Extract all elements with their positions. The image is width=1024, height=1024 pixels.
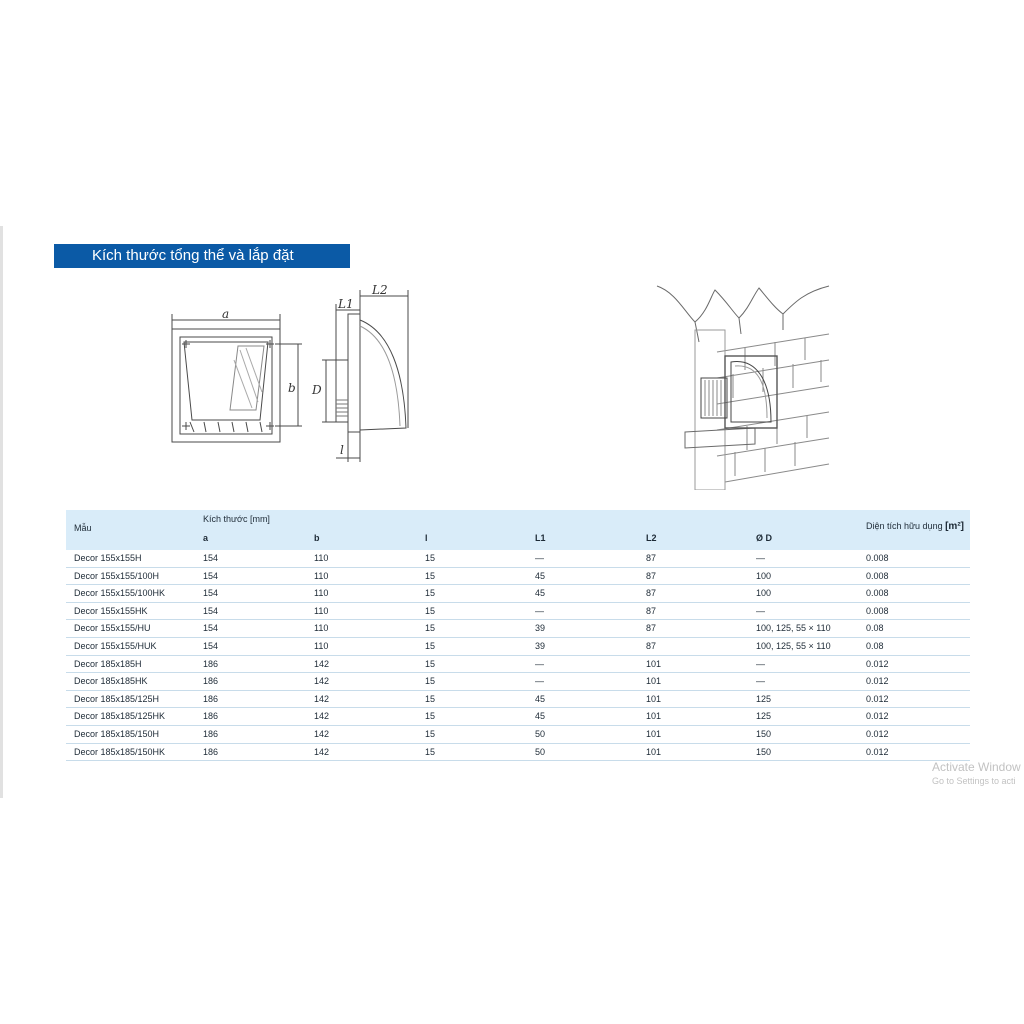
value-cell: 186 <box>203 693 219 704</box>
model-cell: Decor 155x155/HU <box>74 623 151 634</box>
value-cell: 87 <box>646 570 657 581</box>
value-cell: 154 <box>203 553 219 563</box>
value-cell: 15 <box>425 623 436 634</box>
value-cell: 154 <box>203 570 219 581</box>
installation-illustration <box>655 282 835 490</box>
value-cell: 45 <box>535 570 546 581</box>
dim-l2-label: L2 <box>372 283 388 297</box>
value-cell: 100 <box>756 588 772 599</box>
header-col-diameter: Ø D <box>756 533 773 543</box>
value-cell: 186 <box>203 658 219 669</box>
value-cell: — <box>535 605 544 616</box>
header-col-b: b <box>314 533 320 543</box>
watermark-title: Activate Window <box>932 760 1021 774</box>
value-cell: 87 <box>646 588 657 599</box>
value-cell: 110 <box>314 588 329 599</box>
model-cell: Decor 185x185/125H <box>74 693 160 704</box>
table-row <box>66 568 970 586</box>
table-row <box>66 691 970 709</box>
table-row <box>66 656 970 674</box>
value-cell: 150 <box>756 746 772 757</box>
value-cell: — <box>535 658 544 669</box>
value-cell: 142 <box>314 676 330 687</box>
value-cell: 45 <box>535 588 546 599</box>
model-cell: Decor 185x185/150HK <box>74 746 166 757</box>
header-area-label: Diện tích hữu dụng <box>866 521 943 531</box>
table-row <box>66 708 970 726</box>
value-cell: 101 <box>646 746 662 757</box>
value-cell: 15 <box>425 658 436 669</box>
model-cell: Decor 155x155/100H <box>74 570 160 581</box>
value-cell: 142 <box>314 711 330 722</box>
value-cell: 50 <box>535 746 546 757</box>
value-cell: — <box>756 553 765 563</box>
value-cell: 15 <box>425 676 436 687</box>
model-cell: Decor 155x155HK <box>74 605 148 616</box>
value-cell: 39 <box>535 623 546 634</box>
watermark-subtitle: Go to Settings to acti <box>932 776 1016 786</box>
value-cell: 186 <box>203 728 219 739</box>
table-row <box>66 603 970 621</box>
value-cell: 110 <box>314 605 329 616</box>
value-cell: 186 <box>203 746 219 757</box>
value-cell: 0.008 <box>866 553 889 563</box>
table-row <box>66 620 970 638</box>
activation-watermark <box>932 760 1021 786</box>
dim-b-label: b <box>288 381 296 395</box>
model-cell: Decor 185x185H <box>74 658 142 669</box>
value-cell: 154 <box>203 605 219 616</box>
header-area-unit: [m²] <box>945 521 964 532</box>
value-cell: 154 <box>203 640 219 651</box>
value-cell: 0.08 <box>866 640 884 651</box>
table-row <box>66 726 970 744</box>
value-cell: 15 <box>425 693 436 704</box>
header-col-a: a <box>203 533 209 543</box>
value-cell: 15 <box>425 570 436 581</box>
value-cell: 15 <box>425 640 436 651</box>
value-cell: 0.008 <box>866 570 889 581</box>
header-model: Mẫu <box>74 523 92 533</box>
value-cell: 125 <box>756 711 772 722</box>
model-cell: Decor 185x185/125HK <box>74 711 166 722</box>
value-cell: 0.012 <box>866 658 889 669</box>
value-cell: 101 <box>646 658 662 669</box>
header-col-l1: L1 <box>535 533 546 543</box>
dim-a-label: a <box>222 307 230 321</box>
value-cell: 39 <box>535 640 546 651</box>
value-cell: 0.08 <box>866 623 884 634</box>
left-edge-rule <box>0 226 3 798</box>
value-cell: 0.008 <box>866 588 889 599</box>
header-col-l: l <box>425 533 428 543</box>
value-cell: 142 <box>314 728 330 739</box>
value-cell: — <box>535 553 544 563</box>
table-row <box>66 550 970 568</box>
value-cell: 110 <box>314 570 329 581</box>
value-cell: 100, 125, 55 × 110 <box>756 623 831 634</box>
value-cell: 50 <box>535 728 546 739</box>
dim-l-label: l <box>340 443 344 457</box>
value-cell: 110 <box>314 553 329 563</box>
value-cell: 45 <box>535 711 546 722</box>
value-cell: 0.012 <box>866 693 889 704</box>
table-body <box>66 550 970 761</box>
value-cell: 0.012 <box>866 711 889 722</box>
value-cell: 110 <box>314 623 329 634</box>
header-col-l2: L2 <box>646 533 657 543</box>
model-cell: Decor 155x155/HUK <box>74 640 157 651</box>
value-cell: 15 <box>425 746 436 757</box>
value-cell: 101 <box>646 728 662 739</box>
value-cell: 87 <box>646 623 657 634</box>
value-cell: 15 <box>425 553 436 563</box>
value-cell: 100, 125, 55 × 110 <box>756 640 831 651</box>
value-cell: 125 <box>756 693 772 704</box>
value-cell: 45 <box>535 693 546 704</box>
value-cell: — <box>756 605 765 616</box>
dimension-drawing <box>160 280 420 465</box>
value-cell: 87 <box>646 640 657 651</box>
value-cell: 110 <box>314 640 329 651</box>
value-cell: 15 <box>425 711 436 722</box>
table-row <box>66 585 970 603</box>
specification-table <box>66 510 970 761</box>
value-cell: 186 <box>203 676 219 687</box>
table-row <box>66 638 970 656</box>
header-size-group: Kích thước [mm] <box>203 514 270 524</box>
dim-d-label: D <box>312 383 322 397</box>
dim-l1-label: L1 <box>338 297 354 311</box>
value-cell: 15 <box>425 728 436 739</box>
value-cell: 100 <box>756 570 772 581</box>
value-cell: 186 <box>203 711 219 722</box>
section-title: Kích thước tổng thể và lắp đặt <box>54 244 350 268</box>
table-header <box>66 510 970 550</box>
value-cell: 87 <box>646 553 657 563</box>
value-cell: 87 <box>646 605 657 616</box>
value-cell: — <box>756 676 765 687</box>
value-cell: — <box>535 676 544 687</box>
model-cell: Decor 185x185HK <box>74 676 148 687</box>
value-cell: 0.008 <box>866 605 889 616</box>
table-row <box>66 673 970 691</box>
header-effective-area <box>866 521 964 532</box>
table-row <box>66 744 970 762</box>
value-cell: 142 <box>314 746 330 757</box>
value-cell: 101 <box>646 693 662 704</box>
value-cell: 150 <box>756 728 772 739</box>
value-cell: 0.012 <box>866 676 889 687</box>
value-cell: 15 <box>425 605 436 616</box>
value-cell: 154 <box>203 623 219 634</box>
model-cell: Decor 155x155H <box>74 553 142 563</box>
value-cell: 101 <box>646 711 662 722</box>
value-cell: — <box>756 658 765 669</box>
value-cell: 142 <box>314 693 330 704</box>
value-cell: 142 <box>314 658 330 669</box>
value-cell: 0.012 <box>866 746 889 757</box>
value-cell: 101 <box>646 676 662 687</box>
value-cell: 0.012 <box>866 728 889 739</box>
value-cell: 15 <box>425 588 436 599</box>
value-cell: 154 <box>203 588 219 599</box>
model-cell: Decor 155x155/100HK <box>74 588 166 599</box>
model-cell: Decor 185x185/150H <box>74 728 160 739</box>
